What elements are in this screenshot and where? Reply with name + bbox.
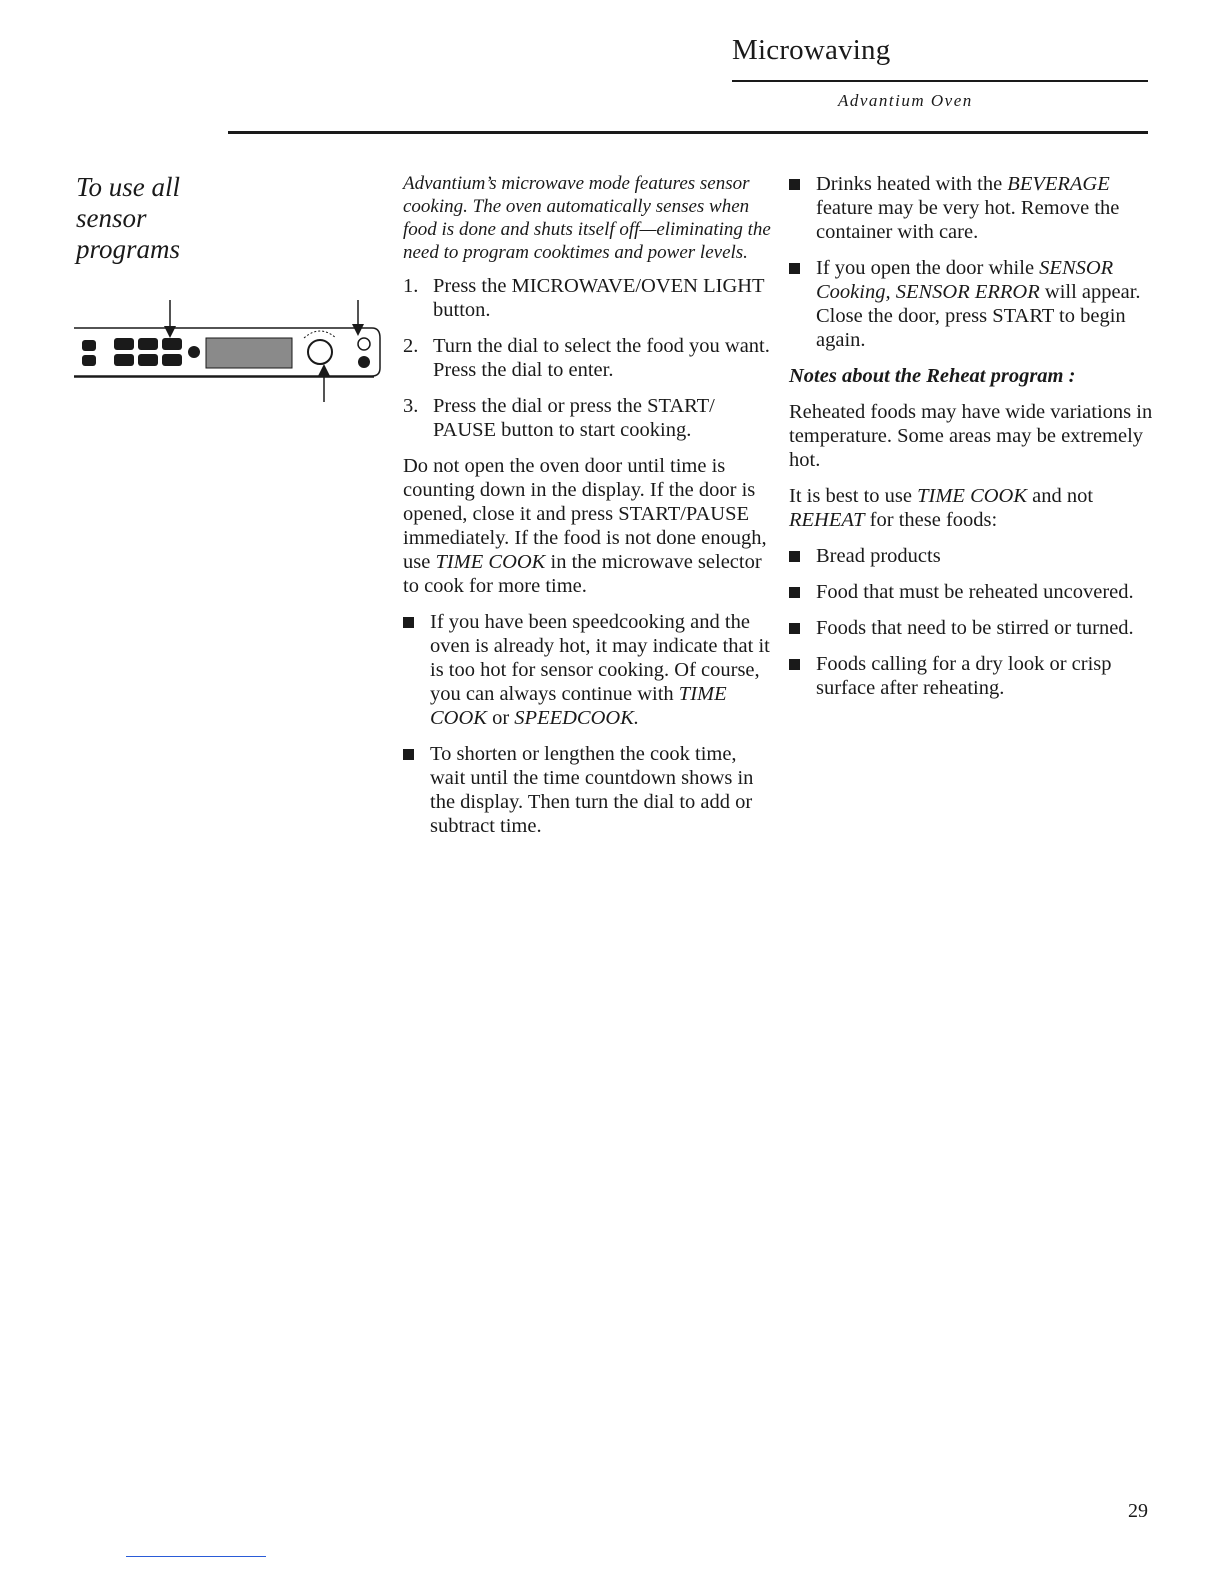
side-heading-line: To use all (76, 172, 181, 202)
bullet-item (789, 172, 1154, 244)
emphasis-text: SENSOR Cooking, SENSOR ERROR (816, 257, 1114, 303)
bullet-item (403, 610, 775, 730)
control-panel-illustration (74, 298, 384, 406)
text-run: If you open the door while (816, 257, 1040, 279)
right-column (789, 172, 1154, 712)
list-item: Bread products (789, 544, 1154, 568)
subtitle: Advantium Oven (838, 91, 973, 110)
emphasis-text: REHEAT (789, 509, 865, 531)
bullet-item: To shorten or lengthen the cook time, wait until the time countdown shows in the display. Then turn the dial to add or subtract time. (403, 742, 775, 838)
side-heading-line: sensor (76, 203, 147, 233)
text-run: in the microwave selector to cook for more time. (403, 551, 762, 597)
start-button-icon (358, 338, 370, 350)
footer-rule (126, 1556, 266, 1557)
emphasis-text: TIME COOK (435, 551, 546, 573)
step-number: 1. (403, 275, 419, 297)
text-run: feature may be very hot. Remove the container with care. (816, 197, 1120, 243)
dial-icon (308, 340, 332, 364)
step-item (403, 334, 775, 382)
display-icon (206, 338, 292, 368)
section-title: Microwaving (732, 34, 891, 66)
body-paragraph (789, 484, 1154, 532)
body-paragraph: Reheated foods may have wide variations in temperature. Some areas may be extremely hot. (789, 401, 1153, 471)
step-text: Press the dial or press the START/ PAUSE button to start cooking. (433, 395, 715, 441)
emphasis-text: TIME COOK (430, 683, 727, 729)
page-number: 29 (1128, 1500, 1148, 1522)
text-run: Do not open the oven door until time is counting down in the display. If the door is opened, close it and press START/PAUSE immediately. If the food is not done enough, use (403, 455, 767, 573)
list-item: Foods calling for a dry look or crisp surface after reheating. (789, 652, 1154, 700)
step-number: 3. (403, 395, 419, 417)
step-number: 2. (403, 335, 419, 357)
side-heading (76, 172, 276, 265)
emphasis-text: BEVERAGE (1007, 173, 1110, 195)
list-item: Food that must be reheated uncovered. (789, 580, 1154, 604)
text-run: for these foods: (864, 509, 998, 531)
step-item (403, 274, 775, 322)
intro-text: Advantium’s microwave mode features sensor cooking. The oven automatically senses when food is done and shuts itself off—eliminating the need to program cooktimes and power levels. (403, 173, 771, 263)
text-run: If you have been speedcooking and the oven is already hot, it may indicate that it is too hot for sensor cooking. Of course, you can always continue with (430, 611, 770, 705)
step-text: Turn the dial to select the food you want. Press the dial to enter. (433, 335, 770, 381)
step-item (403, 394, 775, 442)
text-run: will appear. Close the door, press START to begin again. (816, 281, 1141, 351)
list-item: Foods that need to be stirred or turned. (789, 616, 1154, 640)
text-run: and not (1027, 485, 1094, 507)
bullet-item (789, 256, 1154, 352)
text-run: Drinks heated with the (816, 173, 1008, 195)
text-run: It is best to use (789, 485, 918, 507)
stop-button-icon (358, 356, 370, 368)
title-rule (732, 80, 1148, 82)
step-text: Press the MICROWAVE/OVEN LIGHT button. (433, 275, 765, 321)
emphasis-text: SPEEDCOOK. (514, 707, 639, 729)
emphasis-text: TIME COOK (917, 485, 1028, 507)
header-rule (228, 131, 1148, 134)
middle-column (403, 172, 775, 850)
body-paragraph (403, 454, 775, 598)
notes-heading: Notes about the Reheat program : (789, 365, 1076, 387)
text-run: or (486, 707, 515, 729)
side-heading-line: programs (76, 234, 181, 264)
